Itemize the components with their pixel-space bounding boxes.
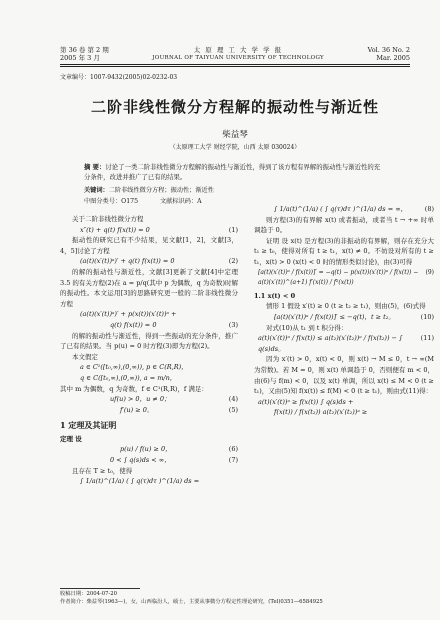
paragraph: 情形 1 假设 x′(t) ≥ 0 (t ≥ t₂ ≥ t₁)，则由(5)，(6)式得 xyxy=(266,302,426,311)
equation-body: ∫ 1/a(t)^(1/a) ( ∫ q(τ)dτ )^(1/a) ds = xyxy=(80,477,200,486)
header-rule-thin xyxy=(60,66,410,67)
equation-body: a(t)(x′(t))ᵃ / f(x(t)) ≤ a(t₂)(x′(t₂))ᵃ / f(x(t₂)) − ∫ q(s)ds。 xyxy=(258,334,403,353)
volume-issue: 第 36 卷 第 2 期 xyxy=(60,46,109,54)
equation-body: 0 < ∫ q(s)ds < ∞， xyxy=(110,456,171,465)
equation-body: a(t)(x′(t))ᵃ ≥ f(x(t)) ∫ q(s)ds + xyxy=(258,397,354,406)
equation-body: q(t) f(x(t)) = 0 xyxy=(110,320,157,329)
assumption-3: 其中 m 为偶数，q 为奇数，f ∈ C¹(R,R)，f 满足： xyxy=(60,384,208,393)
equation-1 xyxy=(60,225,238,236)
section-heading: 1 定理及其证明 xyxy=(60,420,117,431)
right-column xyxy=(254,168,434,418)
footnote xyxy=(60,591,410,606)
equation-number: (3) xyxy=(228,320,238,329)
equation-body: [a(t)(x′(t))ᵃ / f(x(t))]′ ≤ −q(t)，t ≥ t₂。 xyxy=(274,312,395,321)
equation-body: f′(u) ≥ 0。 xyxy=(120,405,154,414)
issue-date: 2005 年 3 月 xyxy=(60,54,100,62)
equation-number: (11) xyxy=(420,334,434,343)
journal-name-en: JOURNAL OF TAIYUAN UNIVERSITY OF TECHNOLOGY xyxy=(152,55,324,61)
paragraph: 则方程(3)的有界解 x(t) 或者振动，或者当 t → +∞ 时单调趋于 0。 xyxy=(254,215,434,235)
abstract-label: 摘 要： xyxy=(84,163,106,171)
author-bio: 作者简介：柴益琴(1963—)，女，山西临汾人，硕士，主要从事微分方程定性理论研究，(Tel)0351—6584925 xyxy=(60,598,323,605)
equation-8-cont xyxy=(254,204,434,215)
assumption-2 xyxy=(60,373,238,384)
equation-number: (7) xyxy=(228,456,238,465)
equation-12 xyxy=(254,397,434,408)
assumption-text: q ∈ C([t₀,∞),(0,∞)), a = m/n， xyxy=(80,373,177,382)
equation-number: (9) xyxy=(425,268,434,276)
equation-number: (10) xyxy=(420,312,434,321)
equation-body: ∫ 1/a(t)^(1/a) ( ∫ q(τ)dτ )^(1/a) ds = ∞， xyxy=(274,205,408,213)
equation-5 xyxy=(60,405,238,416)
equation-6 xyxy=(60,444,238,455)
paragraph: 振动性的研究已有不少结果，见文献[1，2]，文献[3，4，5]讨论了方程 xyxy=(60,236,238,255)
affiliation: （太原理工大学 财经学院，山西 太原 030024） xyxy=(169,144,301,151)
equation-11 xyxy=(254,333,434,354)
subsection-heading: 1.1 x(t) < 0 xyxy=(254,291,296,300)
equation-body: [a(t)(x′(t))ᵃ / f(x(t))]′ = −q(t) − p(x(t))(x′(t))ᵃ / f(x(t)) − a(t)(x′(t))^(a+1) f′(x(t)) / f²(x(t)) xyxy=(258,268,419,287)
received-date: 收稿日期：2004-07-20 xyxy=(60,591,118,597)
equation-3-cont xyxy=(60,320,238,331)
equation-body: (a(t)(x′(t))ᵃ)′ + p(x(t))(x′(t))ᵃ + xyxy=(80,310,177,319)
equation-12-cont xyxy=(254,407,434,418)
equation-body: uf(u) > 0，u ≠ 0； xyxy=(110,395,171,404)
equation-body: x″(t) + q(t) f(x(t)) = 0 xyxy=(80,225,150,234)
author: 柴益琴 xyxy=(222,130,248,140)
equation-body: p(u) / f(u) ≥ 0， xyxy=(120,445,172,454)
equation-10 xyxy=(254,312,434,323)
paper-title: 二阶非线性微分方程解的振动性与渐近性 xyxy=(90,98,379,116)
equation-2 xyxy=(60,256,238,267)
equation-body: f(x(t)) / f(x(t₂)) a(t₂)(x′(t₂))ᵃ ≥ xyxy=(274,408,368,417)
equation-3 xyxy=(60,309,238,320)
theorem-label: 定理 设 xyxy=(60,434,82,443)
equation-number: (6) xyxy=(228,445,238,454)
paragraph: 的解的振动性与渐近性，文献[3]更新了文献[4]中定理 3.5 的有关方程(2)在 a = p/q(其中 p 为偶数，q 为奇数)时解的振动性。本文运用[3]的思路研究更一般的二阶非线性微分方程 xyxy=(60,267,238,308)
volume-issue-en: Vol. 36 No. 2 xyxy=(367,46,410,54)
equation-8 xyxy=(60,476,238,487)
equation-number: (4) xyxy=(228,395,238,404)
equation-9 xyxy=(254,268,434,289)
assumption-text: a ∈ C¹([t₀,∞),(0,∞)), p ∈ C(R,R)， xyxy=(80,363,188,372)
paragraph: 对式(10)从 t₁ 到 t 积分得： xyxy=(266,323,348,332)
doc-code: 文献标识码：A xyxy=(160,198,202,205)
equation-body: (a(t)(x′(t))ᵃ)′ + q(t) f(x(t)) = 0 xyxy=(80,257,175,266)
equation-4 xyxy=(60,394,238,405)
clc-number: 中图分类号：O175 xyxy=(84,198,139,205)
issue-date-en: Mar. 2005 xyxy=(376,54,410,62)
paragraph: 因为 x′(t) > 0，x(t) < 0，则 x(t) → M ≤ 0，t → ∞(M 为常数)。若 M = 0，则 x(t) 单调趋于 0，否则便有 m < 0，由(6)与 f(m) < 0，以及 x(t) 单调，所以 x(t) ≤ M < 0 (t ≥ t₁)，又由(5)知 f(x(t)) ≤ f(M) < 0 (t ≥ t₁)，则由式(11)得： xyxy=(254,355,434,396)
equation-number: (1) xyxy=(228,225,238,234)
assumption-1 xyxy=(60,362,238,373)
journal-header xyxy=(60,46,410,62)
paragraph: 的解的振动性与渐近性，得到一些振动的充分条件，推广了已有的结果。当 p(u) = 0 时方程(3)即为方程(2)。 xyxy=(60,331,238,351)
keywords-text: 二阶非线性微分方程；振动性；渐近性 xyxy=(108,187,214,194)
paragraph: 且存在 T ≥ t₀，使得 xyxy=(72,466,133,475)
footnote-rule xyxy=(60,588,140,589)
equation-7 xyxy=(60,455,238,466)
equation-number: (8) xyxy=(424,205,434,213)
proof-paragraph: 证明 设 x(t) 是方程(3)的非振动的有界解，则存在充分大 t₁ ≥ t₀，使得对所有 t ≥ t₁，x(t) ≠ 0。不妨设对所有的 t ≥ t₁，x(t) > 0 (x(t) < 0 时的情形类似讨论)，由(3)可得 xyxy=(254,236,434,266)
abstract-text: 讨论了一类二阶非线性微分方程解的振动性与渐近性，得到了该方程有界解的振动性与渐近性的充分条件，改进并推广了已有的结果。 xyxy=(84,163,381,181)
keywords-label: 关键词： xyxy=(84,187,109,194)
left-column xyxy=(60,214,238,487)
paragraph: 关于二阶非线性微分方程 xyxy=(72,215,144,223)
journal-name-cn: 太 原 理 工 大 学 学 报 xyxy=(193,46,283,54)
equation-number: (2) xyxy=(228,257,238,266)
article-number: 文章编号：1007-9432(2005)02-0232-03 xyxy=(60,74,178,81)
header-rule xyxy=(60,64,410,65)
paragraph: 本文假定 xyxy=(72,352,98,361)
equation-number: (5) xyxy=(228,405,238,414)
